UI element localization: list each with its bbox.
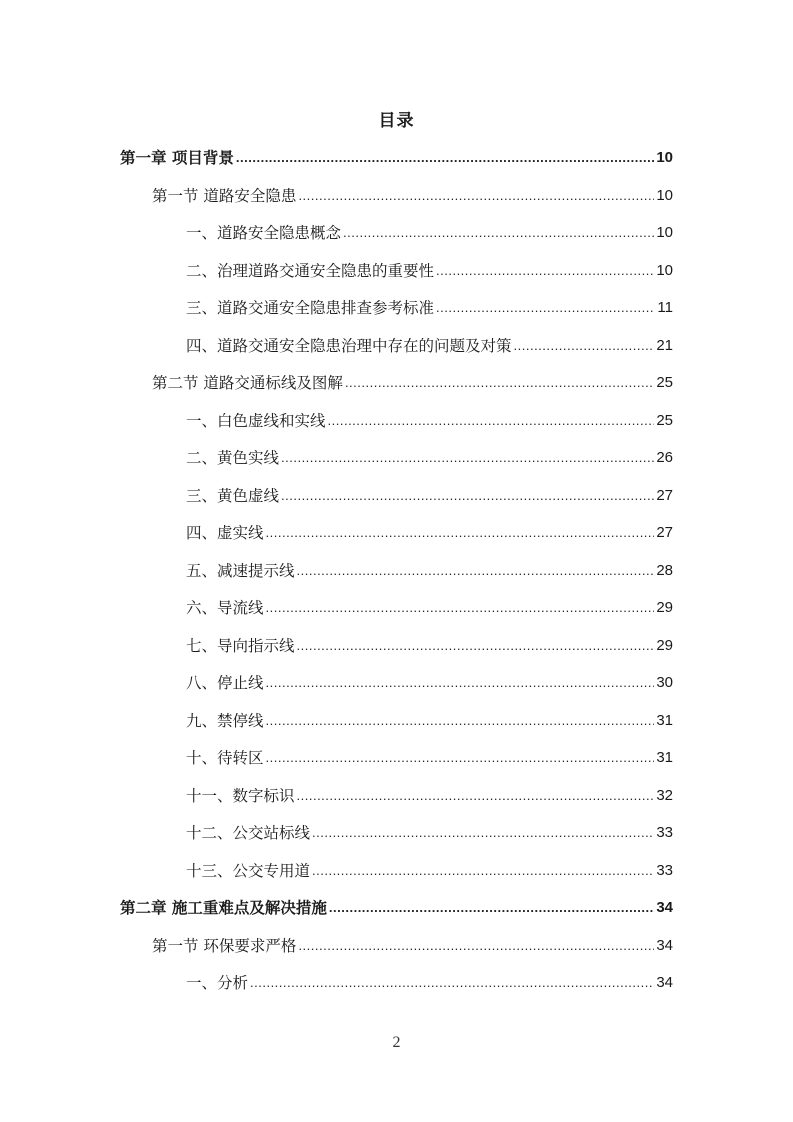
toc-entry-page: 21 [656, 336, 673, 354]
toc-entry-page: 25 [656, 411, 673, 429]
toc-entry-label: 二、黄色实线 [186, 449, 280, 467]
toc-entry-page: 29 [656, 636, 673, 654]
toc-entry-page: 28 [656, 561, 673, 579]
toc-entry-label: 三、黄色虚线 [186, 486, 280, 505]
toc-leader-dots [266, 670, 655, 696]
toc-leader-dots [266, 595, 655, 621]
toc-entry-label: 十、待转区 [186, 749, 264, 767]
toc-entry-page: 25 [656, 374, 673, 391]
toc-entry-level-2[interactable] [152, 183, 673, 209]
toc-title: 目录 [378, 111, 415, 131]
toc-entry-label: 八、停止线 [186, 674, 264, 692]
toc-leader-dots [297, 783, 655, 809]
toc-leader-dots [312, 858, 654, 884]
toc-entry-page: 30 [656, 674, 673, 691]
toc-entry-level-1[interactable] [120, 895, 673, 921]
toc-entry-page: 10 [656, 224, 673, 241]
toc-entry-label: 第一节 环保要求严格 [152, 936, 297, 955]
toc-leader-dots [298, 933, 654, 959]
toc-entry-label: 十二、公交站标线 [186, 824, 311, 842]
toc-entry-level-3[interactable] [186, 445, 673, 471]
toc-entry-label: 十三、公交专用道 [186, 861, 311, 880]
toc-entry-page: 10 [656, 261, 673, 279]
toc-entry-label: 五、减速提示线 [186, 561, 295, 580]
toc-entry-level-3[interactable] [186, 708, 673, 734]
toc-entry-level-3[interactable] [186, 258, 673, 284]
toc-entry-level-3[interactable] [186, 595, 673, 621]
toc-entry-level-3[interactable] [186, 333, 673, 359]
toc-entry-level-3[interactable] [186, 670, 673, 696]
toc-leader-dots [297, 558, 655, 584]
toc-leader-dots [514, 333, 655, 359]
toc-leader-dots [250, 970, 654, 996]
toc-entry-page: 27 [656, 524, 673, 541]
toc-leader-dots [436, 258, 654, 284]
toc-leader-dots [281, 483, 654, 509]
toc-entry-page: 27 [656, 486, 673, 504]
toc-entry-label: 第二节 道路交通标线及图解 [152, 374, 343, 392]
toc-entry-level-3[interactable] [186, 558, 673, 584]
toc-entry-page: 34 [656, 899, 673, 916]
toc-entry-page: 10 [656, 186, 673, 204]
toc-entry-label: 九、禁停线 [186, 711, 264, 730]
toc-leader-dots [266, 520, 655, 546]
toc-entry-level-3[interactable] [186, 483, 673, 509]
toc-entry-label: 六、导流线 [186, 599, 264, 617]
toc-leader-dots [329, 895, 654, 921]
toc-entry-page: 10 [656, 149, 673, 166]
toc-leader-dots [281, 445, 654, 471]
toc-entry-level-3[interactable] [186, 220, 673, 246]
toc-entry-page: 11 [657, 299, 673, 316]
toc-leader-dots [328, 408, 655, 434]
toc-entry-label: 四、虚实线 [186, 524, 264, 542]
toc-entry-level-2[interactable] [152, 933, 673, 959]
toc-leader-dots [266, 745, 655, 771]
toc-leader-dots [297, 633, 655, 659]
toc-entry-label: 一、白色虚线和实线 [186, 411, 326, 430]
toc-entry-label: 四、道路交通安全隐患治理中存在的问题及对策 [186, 336, 512, 355]
toc-entry-label: 第二章 施工重难点及解决措施 [120, 899, 327, 917]
toc-entry-level-3[interactable] [186, 295, 673, 321]
toc-entry-page: 32 [656, 786, 673, 804]
toc-entry-page: 34 [656, 936, 673, 954]
toc-entry-label: 十一、数字标识 [186, 786, 295, 805]
toc-leader-dots [312, 820, 654, 846]
toc-entry-page: 26 [656, 449, 673, 466]
toc-entry-level-3[interactable] [186, 970, 673, 996]
toc-leader-dots [436, 295, 655, 321]
toc-leader-dots [266, 708, 655, 734]
toc-entry-level-3[interactable] [186, 408, 673, 434]
toc-entry-page: 31 [656, 711, 673, 729]
toc-entry-level-2[interactable] [152, 370, 673, 396]
toc-entry-label: 一、道路安全隐患概念 [186, 224, 342, 242]
toc-entry-label: 第一节 道路安全隐患 [152, 186, 297, 205]
toc-entry-page: 29 [656, 599, 673, 616]
toc-entry-level-3[interactable] [186, 858, 673, 884]
toc-entry-label: 三、道路交通安全隐患排查参考标准 [186, 299, 435, 317]
toc-entry-label: 七、导向指示线 [186, 636, 295, 655]
toc-entry-level-3[interactable] [186, 820, 673, 846]
toc-entry-page: 33 [656, 861, 673, 879]
page-number: 2 [392, 1034, 401, 1051]
toc-entry-label: 二、治理道路交通安全隐患的重要性 [186, 261, 435, 280]
toc-entry-level-3[interactable] [186, 745, 673, 771]
toc-entry-page: 34 [656, 974, 673, 991]
toc-leader-dots [236, 145, 654, 171]
toc-entry-level-1[interactable] [120, 145, 673, 171]
toc-entry-page: 31 [656, 749, 673, 766]
toc-entry-page: 33 [656, 824, 673, 841]
toc-entry-level-3[interactable] [186, 520, 673, 546]
toc-leader-dots [345, 370, 654, 396]
toc-entry-level-3[interactable] [186, 633, 673, 659]
toc-entry-label: 一、分析 [186, 974, 249, 992]
toc-leader-dots [298, 183, 654, 209]
toc-entry-label: 第一章 项目背景 [120, 149, 234, 167]
toc-leader-dots [343, 220, 654, 246]
toc-entry-level-3[interactable] [186, 783, 673, 809]
